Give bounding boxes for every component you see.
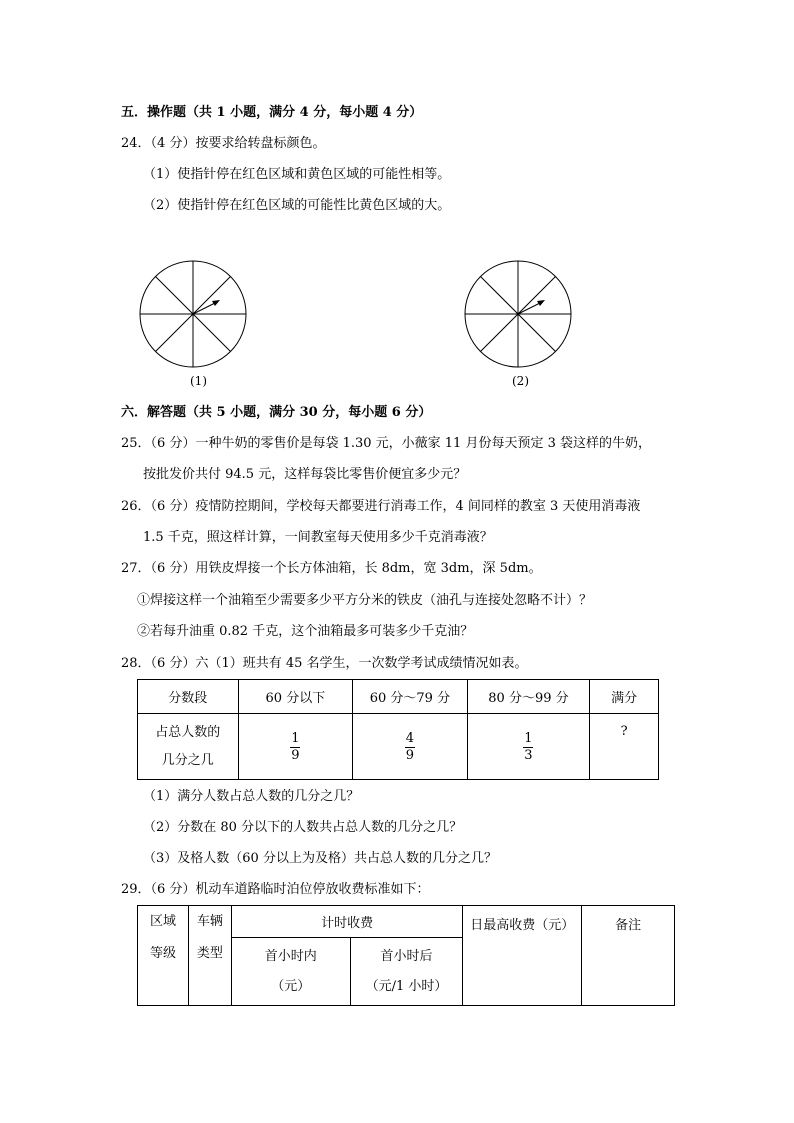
- fraction-numerator: 4: [405, 730, 415, 746]
- spinner-2-pointer: [518, 302, 542, 314]
- fraction: [405, 732, 415, 763]
- q28-sub3: （3）及格人数（60 分以上为及格）共占总人数的几分之几？: [143, 851, 497, 866]
- q29-type-header: [188, 906, 231, 1006]
- q28-unknown-cell: ?: [590, 714, 659, 780]
- section5-heading: 五．操作题（共 1 小题，满分 4 分，每小题 4 分）: [121, 105, 423, 120]
- fraction-numerator: 1: [524, 730, 533, 746]
- q29-area-header: [138, 906, 189, 1006]
- q28-header-cell: 满分: [590, 680, 659, 714]
- q25-line1: 25．（6 分）一种牛奶的零售价是每袋 1.30 元，小薇家 11 月份每天预定 3 袋这样的牛奶，: [121, 436, 651, 451]
- spinner-2-label: (2): [512, 374, 529, 388]
- q28-header-cell: 60 分以下: [238, 680, 353, 714]
- q28-row-label: [138, 714, 239, 780]
- q28-header-cell: 分数段: [138, 680, 239, 714]
- q26-line2: 1.5 千克，照这样计算，一间教室每天使用多少千克消毒液？: [143, 530, 493, 545]
- q28-fraction-cell: [467, 714, 590, 780]
- q28-sub2: （2）分数在 80 分以下的人数共占总人数的几分之几？: [143, 820, 463, 835]
- q29-timed-header: 计时收费: [231, 906, 463, 938]
- q28-sub1: （1）满分人数占总人数的几分之几？: [143, 789, 360, 804]
- q29-first-line1: 首小时内: [264, 948, 317, 964]
- q29-daily-header: 日最高收费（元）: [463, 906, 582, 1006]
- q25-line2: 按批发价共付 94.5 元，这样每袋比零售价便宜多少元？: [143, 467, 467, 482]
- q26-line1: 26．（6 分）疫情防控期间，学校每天都要进行消毒工作，4 间同样的教室 3 天使用消毒液: [121, 499, 641, 514]
- q29-table: [137, 905, 675, 1006]
- q28-row-label-line2: 几分之几: [161, 752, 214, 768]
- spinner-2: [459, 258, 577, 376]
- q27-stem: 27．（6 分）用铁皮焊接一个长方体油箱，长 8dm，宽 3dm，深 5dm。: [121, 561, 542, 576]
- fraction-denominator: 9: [291, 747, 300, 763]
- fraction-numerator: 1: [291, 730, 300, 746]
- q28-header-cell: 60 分～79 分: [353, 680, 468, 714]
- q29-after-line2: （元/1 小时）: [365, 978, 448, 994]
- spinner-1-label: (1): [190, 374, 207, 388]
- spinner-1: [134, 258, 252, 376]
- q28-fraction-cell: [353, 714, 468, 780]
- q24-stem: 24．（4 分）按要求给转盘标颜色。: [121, 136, 326, 151]
- q29-type-line1: 车辆: [196, 914, 223, 929]
- q29-after-line1: 首小时后: [380, 948, 433, 964]
- q24-sub2: （2）使指针停在红色区域的可能性比黄色区域的大。: [143, 198, 451, 213]
- q29-type-line2: 类型: [196, 946, 223, 961]
- q28-row-label-line1: 占总人数的: [155, 724, 221, 740]
- spinner-1-pointer-head: [212, 300, 220, 306]
- fraction: [290, 732, 300, 763]
- fraction: [523, 732, 533, 763]
- q28-fraction-cell: [238, 714, 353, 780]
- q28-header-cell: 80 分～99 分: [467, 680, 590, 714]
- q27-sub1: ①焊接这样一个油箱至少需要多少平方分米的铁皮（油孔与连接处忽略不计）？: [137, 593, 593, 608]
- q24-sub1: （1）使指针停在红色区域和黄色区域的可能性相等。: [143, 167, 451, 182]
- spinner-2-pointer-head: [537, 300, 545, 306]
- q27-sub2: ②若每升油重 0.82 千克，这个油箱最多可装多少千克油？: [137, 624, 474, 639]
- q29-area-line2: 等级: [149, 946, 176, 961]
- fraction-denominator: 3: [524, 747, 533, 763]
- q28-table: [137, 679, 659, 780]
- q29-first-line2: （元）: [271, 978, 311, 994]
- q28-stem: 28．（6 分）六（1）班共有 45 名学生，一次数学考试成绩情况如表。: [121, 656, 528, 671]
- section6-heading: 六．解答题（共 5 小题，满分 30 分，每小题 6 分）: [121, 405, 432, 420]
- q29-area-line1: 区域: [149, 914, 176, 929]
- q29-first-hour-header: [231, 938, 350, 1006]
- q29-note-header: 备注: [582, 906, 675, 1006]
- q29-after-hour-header: [350, 938, 463, 1006]
- fraction-denominator: 9: [405, 747, 415, 763]
- spinner-1-pointer: [193, 302, 217, 314]
- q29-stem: 29．（6 分）机动车道路临时泊位停放收费标准如下：: [121, 882, 430, 897]
